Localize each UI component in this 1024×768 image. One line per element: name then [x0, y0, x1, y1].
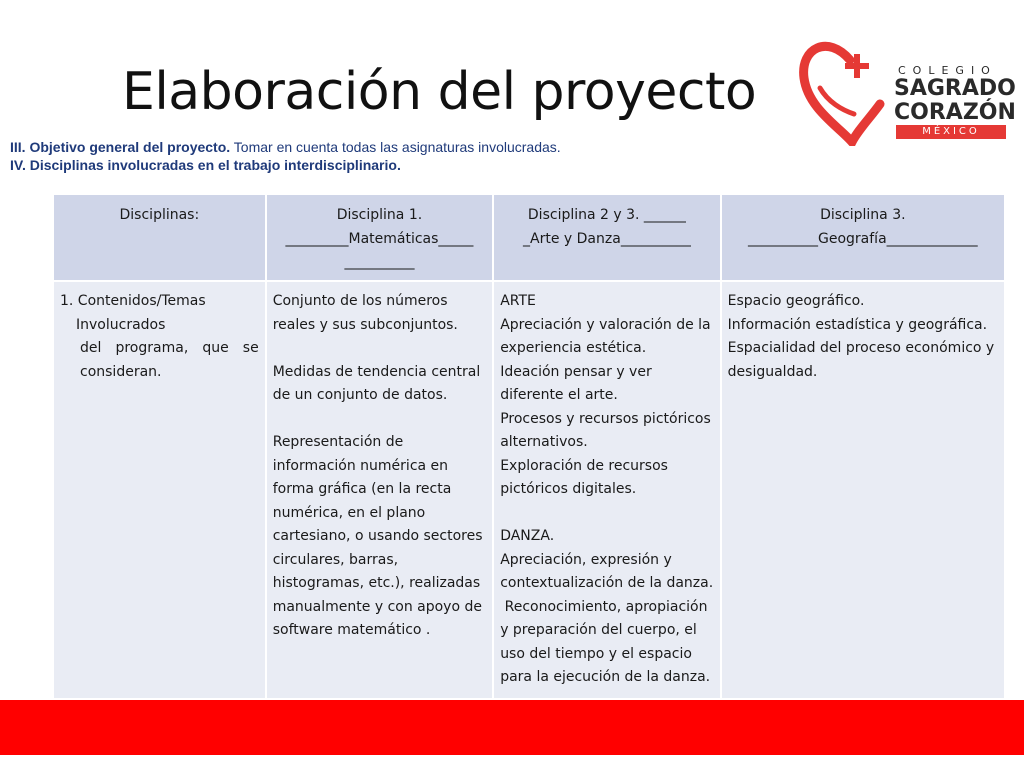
content-paragraph: Exploración de recursos pictóricos digitales. — [500, 457, 668, 497]
header-underline: __________ — [344, 254, 415, 270]
objective-line-1 — [10, 138, 561, 156]
content-paragraph: Conjunto de los números reales y sus subconjuntos. — [272, 293, 458, 333]
logo-corazon-text: CORAZÓN — [894, 100, 1016, 125]
content-paragraph: Medidas de tendencia central de un conjunto de datos. — [272, 363, 481, 403]
cell-geografia-content — [721, 281, 1005, 699]
table-header-row — [53, 194, 1005, 281]
section-heading-danza: DANZA. — [500, 528, 555, 544]
objective-heading-3: III. Objetivo general del proyecto. — [10, 139, 231, 155]
row-label-line: 1. Contenidos/Temas — [60, 293, 206, 309]
section-heading-arte: ARTE — [500, 293, 536, 309]
cell-contenidos-label — [53, 281, 266, 699]
content-paragraph: Apreciación y valoración de la experiencia estética. — [500, 316, 711, 356]
logo-colegio-text: COLEGIO — [898, 64, 997, 77]
cell-matematicas-content — [266, 281, 493, 699]
header-cell-disciplinas — [53, 194, 266, 281]
row-label-line: del programa, que se — [80, 340, 259, 356]
footer-red-bar — [0, 700, 1024, 755]
content-paragraph: Reconocimiento, apropiación y preparación del cuerpo, el uso del tiempo y el espacio para la ejecución de la danza. — [500, 598, 712, 685]
objective-heading-4: IV. Disciplinas involucradas en el trabajo interdisciplinario. — [10, 157, 401, 173]
content-paragraph: Espacio geográfico. — [727, 293, 865, 309]
logo-sagrado-text: SAGRADO — [894, 76, 1016, 101]
row-label-line: Involucrados — [76, 316, 166, 333]
header-label: Disciplinas: — [119, 207, 200, 223]
header-subject: _________Matemáticas_____ — [285, 230, 474, 247]
header-label: Disciplina 3. — [820, 207, 906, 223]
header-cell-disciplina-2-3 — [493, 194, 720, 281]
content-paragraph: Apreciación, expresión y contextualización de la danza. — [500, 551, 714, 591]
content-paragraph: Ideación pensar y ver diferente el arte. — [500, 363, 652, 403]
slide-title: Elaboración del proyecto — [122, 62, 757, 122]
content-paragraph: Espacialidad del proceso económico y desigualdad. — [727, 340, 995, 380]
heart-cross-logo-icon — [798, 30, 898, 146]
header-cell-disciplina-1 — [266, 194, 493, 281]
school-logo — [798, 30, 1016, 146]
header-subject: _Arte y Danza__________ — [523, 230, 691, 247]
objectives-block — [10, 138, 561, 174]
content-paragraph: Representación de información numérica en forma gráfica (en la recta numérica, en el plano cartesiano, o usando sectores circulares, barras, histogramas, etc.), realizadas manualmente y con apoyo de software matemático . — [272, 434, 483, 638]
header-label: Disciplina 1. — [336, 207, 423, 223]
header-label: Disciplina 2 y 3. ______ — [527, 207, 686, 223]
row-label-line: consideran. — [80, 363, 162, 380]
cell-arte-danza-content — [493, 281, 720, 699]
objective-text-3: Tomar en cuenta todas las asignaturas involucradas. — [230, 139, 561, 155]
header-cell-disciplina-3 — [721, 194, 1005, 281]
content-paragraph: Procesos y recursos pictóricos alternativos. — [500, 410, 711, 450]
logo-mexico-badge: MÉXICO — [896, 125, 1006, 139]
disciplines-table — [52, 193, 1006, 700]
content-paragraph: Información estadística y geográfica. — [727, 316, 988, 333]
table-row — [53, 281, 1005, 699]
header-subject: __________Geografía_____________ — [748, 230, 978, 247]
